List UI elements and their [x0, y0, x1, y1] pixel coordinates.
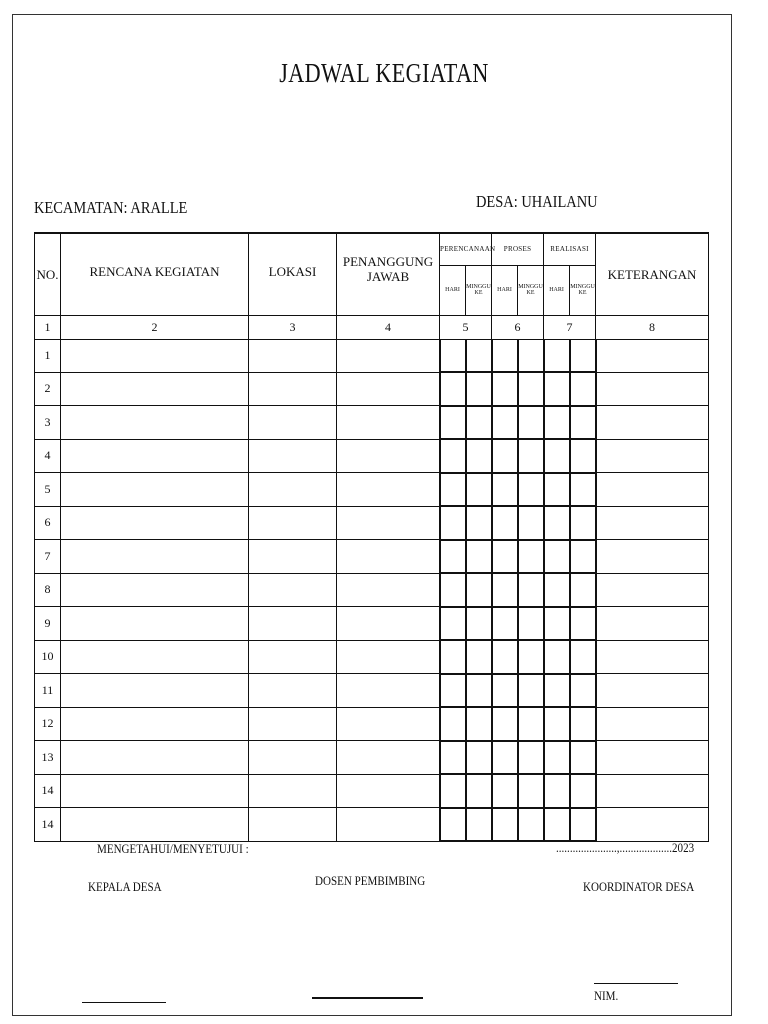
column-number-row: [35, 315, 709, 339]
cell-keterangan[interactable]: [596, 707, 709, 741]
row-number: 6: [35, 506, 61, 540]
cell-schedule[interactable]: [466, 640, 492, 674]
cell-schedule[interactable]: [570, 540, 596, 574]
cell-schedule[interactable]: [544, 607, 570, 641]
cell-lokasi[interactable]: [249, 774, 337, 808]
cell-schedule[interactable]: [544, 473, 570, 507]
cell-schedule[interactable]: [544, 540, 570, 574]
cell-rencana-kegiatan[interactable]: [61, 741, 249, 775]
cell-schedule[interactable]: [492, 372, 518, 406]
cell-rencana-kegiatan[interactable]: [61, 506, 249, 540]
table-row: [35, 640, 709, 674]
cell-schedule[interactable]: [440, 808, 466, 842]
cell-schedule[interactable]: [492, 707, 518, 741]
cell-schedule[interactable]: [570, 339, 596, 372]
cell-rencana-kegiatan[interactable]: [61, 406, 249, 440]
cell-schedule[interactable]: [492, 406, 518, 440]
header-penanggung-jawab: PENANGGUNG JAWAB: [337, 233, 440, 315]
column-number: 5: [440, 315, 492, 339]
table-row: [35, 372, 709, 406]
nim-label: NIM.: [594, 988, 619, 1003]
koordinator-desa-label: KOORDINATOR DESA: [583, 879, 695, 894]
signature-line-dosen: [312, 997, 423, 999]
cell-penanggung-jawab[interactable]: [337, 372, 440, 406]
cell-schedule[interactable]: [492, 439, 518, 473]
table-row: [35, 506, 709, 540]
cell-schedule[interactable]: [440, 774, 466, 808]
cell-lokasi[interactable]: [249, 640, 337, 674]
table-row: [35, 707, 709, 741]
header-proses: PROSES: [492, 233, 544, 265]
header-no: NO.: [35, 233, 61, 315]
cell-keterangan[interactable]: [596, 473, 709, 507]
cell-keterangan[interactable]: [596, 439, 709, 473]
cell-schedule[interactable]: [440, 439, 466, 473]
row-number: 11: [35, 674, 61, 708]
cell-schedule[interactable]: [440, 707, 466, 741]
column-number: 6: [492, 315, 544, 339]
cell-schedule[interactable]: [518, 573, 544, 607]
cell-lokasi[interactable]: [249, 707, 337, 741]
cell-schedule[interactable]: [570, 808, 596, 842]
cell-schedule[interactable]: [466, 774, 492, 808]
cell-schedule[interactable]: [440, 506, 466, 540]
cell-schedule[interactable]: [466, 506, 492, 540]
signature-line-kepala-desa: [82, 1002, 166, 1003]
cell-schedule[interactable]: [570, 607, 596, 641]
cell-schedule[interactable]: [518, 774, 544, 808]
document-title: JADWAL KEGIATAN: [279, 58, 489, 88]
subheader-hari: HARI: [492, 265, 518, 315]
cell-schedule[interactable]: [492, 674, 518, 708]
subheader-minggu-ke: MINGGU KE: [570, 265, 596, 315]
cell-schedule[interactable]: [440, 372, 466, 406]
cell-schedule[interactable]: [570, 406, 596, 440]
header-keterangan: KETERANGAN: [596, 233, 709, 315]
cell-keterangan[interactable]: [596, 774, 709, 808]
header-rencana-kegiatan: RENCANA KEGIATAN: [61, 233, 249, 315]
cell-schedule[interactable]: [544, 439, 570, 473]
cell-schedule[interactable]: [492, 808, 518, 842]
cell-schedule[interactable]: [492, 339, 518, 372]
row-number: 14: [35, 808, 61, 842]
cell-schedule[interactable]: [518, 707, 544, 741]
cell-rencana-kegiatan[interactable]: [61, 674, 249, 708]
cell-schedule[interactable]: [544, 674, 570, 708]
cell-schedule[interactable]: [544, 640, 570, 674]
cell-schedule[interactable]: [518, 607, 544, 641]
cell-lokasi[interactable]: [249, 439, 337, 473]
cell-rencana-kegiatan[interactable]: [61, 607, 249, 641]
cell-penanggung-jawab[interactable]: [337, 406, 440, 440]
cell-lokasi[interactable]: [249, 808, 337, 842]
cell-schedule[interactable]: [466, 473, 492, 507]
cell-schedule[interactable]: [466, 707, 492, 741]
cell-schedule[interactable]: [466, 372, 492, 406]
cell-schedule[interactable]: [440, 406, 466, 440]
row-number: 14: [35, 774, 61, 808]
cell-schedule[interactable]: [492, 506, 518, 540]
cell-schedule[interactable]: [570, 741, 596, 775]
cell-schedule[interactable]: [440, 741, 466, 775]
cell-schedule[interactable]: [492, 473, 518, 507]
cell-schedule[interactable]: [492, 607, 518, 641]
cell-keterangan[interactable]: [596, 406, 709, 440]
cell-schedule[interactable]: [466, 741, 492, 775]
cell-schedule[interactable]: [466, 674, 492, 708]
column-number: 2: [61, 315, 249, 339]
header-realisasi: REALISASI: [544, 233, 596, 265]
cell-schedule[interactable]: [518, 372, 544, 406]
cell-schedule[interactable]: [466, 439, 492, 473]
cell-lokasi[interactable]: [249, 674, 337, 708]
cell-keterangan[interactable]: [596, 640, 709, 674]
cell-penanggung-jawab[interactable]: [337, 808, 440, 842]
cell-penanggung-jawab[interactable]: [337, 506, 440, 540]
cell-penanggung-jawab[interactable]: [337, 540, 440, 574]
row-number: 4: [35, 439, 61, 473]
cell-schedule[interactable]: [492, 573, 518, 607]
cell-lokasi[interactable]: [249, 473, 337, 507]
cell-penanggung-jawab[interactable]: [337, 339, 440, 372]
subheader-minggu-ke: MINGGU KE: [518, 265, 544, 315]
cell-rencana-kegiatan[interactable]: [61, 640, 249, 674]
cell-schedule[interactable]: [544, 506, 570, 540]
cell-schedule[interactable]: [440, 607, 466, 641]
cell-schedule[interactable]: [570, 439, 596, 473]
table-row: [35, 339, 709, 372]
cell-rencana-kegiatan[interactable]: [61, 339, 249, 372]
cell-keterangan[interactable]: [596, 674, 709, 708]
cell-rencana-kegiatan[interactable]: [61, 540, 249, 574]
cell-schedule[interactable]: [544, 372, 570, 406]
cell-keterangan[interactable]: [596, 506, 709, 540]
table-row: [35, 674, 709, 708]
table-row: [35, 607, 709, 641]
cell-keterangan[interactable]: [596, 372, 709, 406]
cell-penanggung-jawab[interactable]: [337, 573, 440, 607]
row-number: 3: [35, 406, 61, 440]
cell-schedule[interactable]: [466, 406, 492, 440]
cell-penanggung-jawab[interactable]: [337, 774, 440, 808]
column-number: 8: [596, 315, 709, 339]
cell-schedule[interactable]: [570, 774, 596, 808]
mengetahui-label: MENGETAHUI/MENYETUJUI :: [97, 841, 249, 856]
cell-schedule[interactable]: [492, 540, 518, 574]
kepala-desa-label: KEPALA DESA: [88, 879, 162, 894]
dosen-pembimbing-label: DOSEN PEMBIMBING: [315, 873, 426, 888]
subheader-minggu-ke: MINGGU KE: [466, 265, 492, 315]
cell-schedule[interactable]: [440, 473, 466, 507]
cell-schedule[interactable]: [544, 339, 570, 372]
row-number: 2: [35, 372, 61, 406]
cell-lokasi[interactable]: [249, 406, 337, 440]
cell-schedule[interactable]: [518, 439, 544, 473]
subheader-hari: HARI: [544, 265, 570, 315]
table-row: [35, 540, 709, 574]
table-row: [35, 808, 709, 842]
cell-schedule[interactable]: [570, 674, 596, 708]
cell-penanggung-jawab[interactable]: [337, 473, 440, 507]
cell-rencana-kegiatan[interactable]: [61, 439, 249, 473]
cell-schedule[interactable]: [544, 406, 570, 440]
cell-schedule[interactable]: [518, 506, 544, 540]
cell-schedule[interactable]: [440, 674, 466, 708]
cell-penanggung-jawab[interactable]: [337, 741, 440, 775]
cell-rencana-kegiatan[interactable]: [61, 573, 249, 607]
cell-rencana-kegiatan[interactable]: [61, 774, 249, 808]
cell-keterangan[interactable]: [596, 607, 709, 641]
cell-penanggung-jawab[interactable]: [337, 607, 440, 641]
cell-penanggung-jawab[interactable]: [337, 439, 440, 473]
row-number: 8: [35, 573, 61, 607]
cell-schedule[interactable]: [518, 406, 544, 440]
cell-schedule[interactable]: [544, 808, 570, 842]
cell-schedule[interactable]: [466, 573, 492, 607]
cell-penanggung-jawab[interactable]: [337, 674, 440, 708]
cell-schedule[interactable]: [440, 640, 466, 674]
cell-keterangan[interactable]: [596, 540, 709, 574]
subheader-hari: HARI: [440, 265, 466, 315]
cell-schedule[interactable]: [492, 774, 518, 808]
cell-schedule[interactable]: [544, 573, 570, 607]
row-number: 7: [35, 540, 61, 574]
kecamatan-label: KECAMATAN: ARALLE: [34, 198, 188, 217]
cell-penanggung-jawab[interactable]: [337, 640, 440, 674]
table-row: [35, 774, 709, 808]
cell-keterangan[interactable]: [596, 339, 709, 372]
cell-schedule[interactable]: [570, 573, 596, 607]
cell-schedule[interactable]: [440, 540, 466, 574]
column-number: 4: [337, 315, 440, 339]
cell-schedule[interactable]: [544, 774, 570, 808]
cell-penanggung-jawab[interactable]: [337, 707, 440, 741]
table-row: [35, 439, 709, 473]
cell-schedule[interactable]: [518, 640, 544, 674]
cell-schedule[interactable]: [570, 640, 596, 674]
cell-schedule[interactable]: [518, 808, 544, 842]
cell-schedule[interactable]: [570, 372, 596, 406]
schedule-table: [34, 232, 709, 842]
cell-schedule[interactable]: [518, 339, 544, 372]
row-number: 9: [35, 607, 61, 641]
cell-schedule[interactable]: [466, 339, 492, 372]
row-number: 10: [35, 640, 61, 674]
cell-schedule[interactable]: [570, 707, 596, 741]
column-number: 7: [544, 315, 596, 339]
desa-label: DESA: UHAILANU: [476, 192, 598, 211]
cell-schedule[interactable]: [544, 707, 570, 741]
cell-schedule[interactable]: [570, 473, 596, 507]
cell-schedule[interactable]: [518, 741, 544, 775]
cell-rencana-kegiatan[interactable]: [61, 372, 249, 406]
cell-keterangan[interactable]: [596, 741, 709, 775]
row-number: 13: [35, 741, 61, 775]
header-lokasi: LOKASI: [249, 233, 337, 315]
cell-schedule[interactable]: [440, 573, 466, 607]
cell-lokasi[interactable]: [249, 506, 337, 540]
date-line: ......................,...................2023: [556, 840, 695, 855]
cell-schedule[interactable]: [570, 506, 596, 540]
cell-lokasi[interactable]: [249, 339, 337, 372]
table-row: [35, 406, 709, 440]
cell-rencana-kegiatan[interactable]: [61, 707, 249, 741]
header-perencanaan: PERENCANAAN: [440, 233, 492, 265]
table-row: [35, 573, 709, 607]
row-number: 5: [35, 473, 61, 507]
row-number: 1: [35, 339, 61, 372]
cell-lokasi[interactable]: [249, 573, 337, 607]
cell-lokasi[interactable]: [249, 607, 337, 641]
cell-schedule[interactable]: [518, 473, 544, 507]
cell-keterangan[interactable]: [596, 573, 709, 607]
cell-schedule[interactable]: [466, 540, 492, 574]
cell-lokasi[interactable]: [249, 372, 337, 406]
table-row: [35, 473, 709, 507]
cell-rencana-kegiatan[interactable]: [61, 473, 249, 507]
cell-schedule[interactable]: [544, 741, 570, 775]
cell-keterangan[interactable]: [596, 808, 709, 842]
column-number: 1: [35, 315, 61, 339]
column-number: 3: [249, 315, 337, 339]
cell-rencana-kegiatan[interactable]: [61, 808, 249, 842]
row-number: 12: [35, 707, 61, 741]
cell-schedule[interactable]: [492, 640, 518, 674]
cell-schedule[interactable]: [466, 808, 492, 842]
cell-schedule[interactable]: [492, 741, 518, 775]
cell-lokasi[interactable]: [249, 540, 337, 574]
cell-schedule[interactable]: [466, 607, 492, 641]
table-row: [35, 741, 709, 775]
signature-line-koordinator: [594, 983, 678, 984]
cell-lokasi[interactable]: [249, 741, 337, 775]
cell-schedule[interactable]: [440, 339, 466, 372]
cell-schedule[interactable]: [518, 674, 544, 708]
cell-schedule[interactable]: [518, 540, 544, 574]
